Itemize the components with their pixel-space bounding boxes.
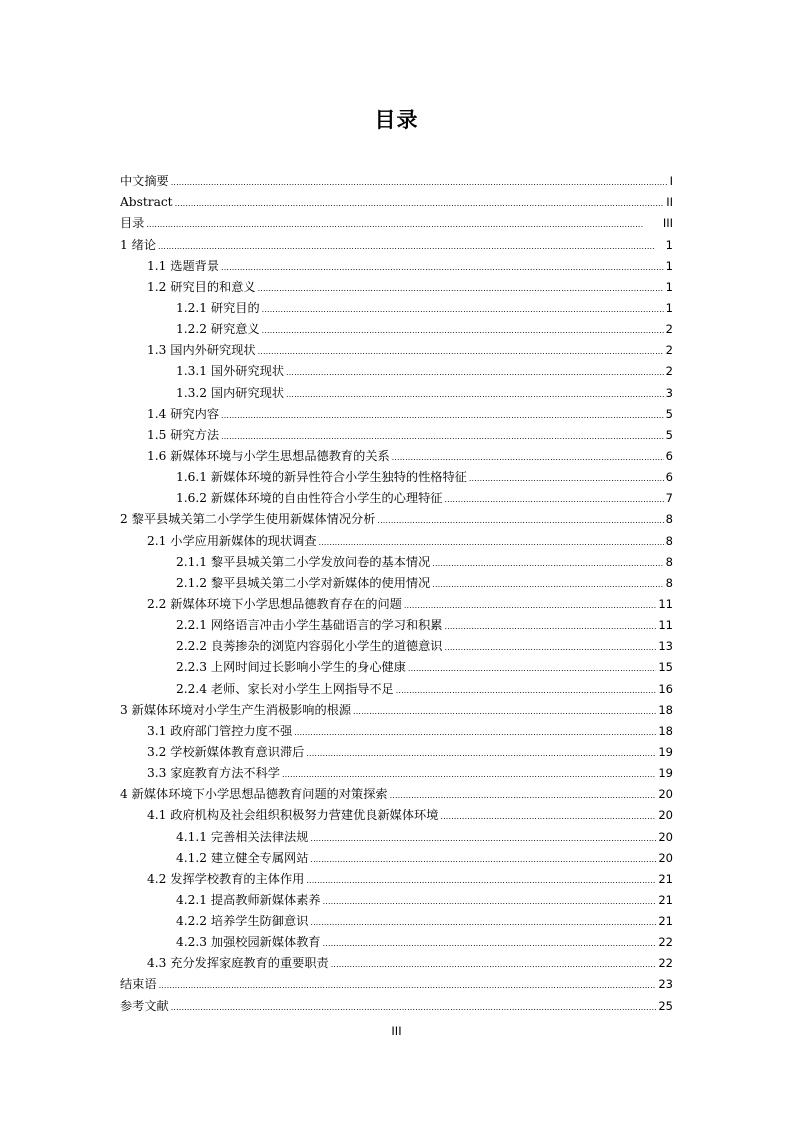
toc-entry xyxy=(120,253,673,274)
dot-leader xyxy=(158,238,664,253)
toc-entry-page: 7 xyxy=(665,491,673,506)
toc-entry xyxy=(120,654,673,675)
toc-entry-label: 4.2.3 加强校园新媒体教育 xyxy=(176,935,321,950)
toc-entry-label: 1.3 国内外研究现状 xyxy=(147,343,256,358)
toc-entry xyxy=(120,295,673,316)
toc-entry-label: 1 绪论 xyxy=(120,237,157,252)
dot-leader xyxy=(444,618,656,633)
dot-leader xyxy=(390,787,657,802)
dot-leader xyxy=(286,386,664,401)
toc-entry-label: 1.6 新媒体环境与小学生思想品德教育的关系 xyxy=(147,448,390,463)
toc-title: 目录 xyxy=(374,108,419,132)
toc-entry xyxy=(120,971,673,992)
toc-entry xyxy=(120,591,673,612)
toc-entry-page: 6 xyxy=(665,448,673,463)
toc-entry-page: 20 xyxy=(658,850,673,865)
toc-entry-page: 2 xyxy=(665,364,673,379)
toc-entry-page: 20 xyxy=(658,787,673,802)
dot-leader xyxy=(159,977,657,992)
dot-leader xyxy=(444,491,663,506)
dot-leader xyxy=(221,407,664,422)
dot-leader xyxy=(404,597,657,612)
toc-entry-page: 11 xyxy=(658,618,673,633)
toc-entry-label: 1.2.1 研究目的 xyxy=(176,300,260,315)
toc-entry-page: 23 xyxy=(658,977,673,992)
dot-leader xyxy=(258,343,664,358)
toc-entry-page: 16 xyxy=(658,681,673,696)
toc-entry xyxy=(120,760,673,781)
toc-entry-label: 2 黎平县城关第二小学学生使用新媒体情况分析 xyxy=(120,512,376,527)
table-of-contents xyxy=(120,168,673,1014)
toc-entry-page: 21 xyxy=(658,892,673,907)
toc-entry xyxy=(120,845,673,866)
dot-leader xyxy=(262,301,664,316)
toc-entry-label: 3.2 学校新媒体教育意识滞后 xyxy=(147,744,305,759)
toc-entry xyxy=(120,316,673,337)
toc-entry-label: 4.2 发挥学校教育的主体作用 xyxy=(147,871,305,886)
toc-entry-label: 2.2.3 上网时间过长影响小学生的身心健康 xyxy=(176,660,406,675)
dot-leader xyxy=(323,935,657,950)
toc-entry xyxy=(120,887,673,908)
toc-entry-page: I xyxy=(669,174,673,189)
toc-entry-page: 1 xyxy=(665,279,673,294)
dot-leader xyxy=(294,724,656,739)
toc-entry-page: 8 xyxy=(665,512,673,527)
toc-entry-page: 20 xyxy=(658,808,673,823)
toc-entry-page: 1 xyxy=(665,300,673,315)
toc-entry xyxy=(120,739,673,760)
page-number: III xyxy=(391,1024,402,1038)
toc-entry-label: 2.2 新媒体环境下小学思想品德教育存在的问题 xyxy=(147,596,402,611)
toc-entry-label: 1.2 研究目的和意义 xyxy=(147,279,256,294)
toc-entry xyxy=(120,189,673,210)
toc-entry xyxy=(120,464,673,485)
toc-entry-label: 1.3.2 国内研究现状 xyxy=(176,385,285,400)
toc-entry-page: 20 xyxy=(658,829,673,844)
toc-entry xyxy=(120,401,673,422)
dot-leader xyxy=(306,745,656,760)
toc-entry xyxy=(120,231,673,252)
toc-entry xyxy=(120,675,673,696)
dot-leader xyxy=(146,216,660,231)
toc-entry xyxy=(120,422,673,443)
toc-entry-page: 8 xyxy=(665,575,673,590)
dot-leader xyxy=(392,449,664,464)
toc-entry xyxy=(120,802,673,823)
toc-entry-page: II xyxy=(666,195,673,210)
toc-entry xyxy=(120,274,673,295)
toc-entry-page: 1 xyxy=(665,258,673,273)
toc-entry-page: 21 xyxy=(658,914,673,929)
toc-entry-page: 25 xyxy=(658,998,673,1013)
toc-entry-label: 1.2.2 研究意义 xyxy=(176,322,260,337)
toc-entry-page: 22 xyxy=(658,935,673,950)
toc-entry-label: 4.2.2 培养学生防御意识 xyxy=(176,914,309,929)
toc-entry-page: 1 xyxy=(665,237,673,252)
dot-leader xyxy=(262,322,664,337)
toc-entry-page: 15 xyxy=(658,660,673,675)
toc-entry-label: 3.3 家庭教育方法不科学 xyxy=(147,766,280,781)
toc-entry-page: 8 xyxy=(665,533,673,548)
toc-entry-page: 11 xyxy=(658,596,673,611)
dot-leader xyxy=(175,195,665,210)
dot-leader xyxy=(377,512,663,527)
toc-entry xyxy=(120,506,673,527)
toc-entry-page: 13 xyxy=(658,639,673,654)
dot-leader xyxy=(408,660,656,675)
toc-entry-page: 3 xyxy=(665,385,673,400)
toc-entry xyxy=(120,929,673,950)
toc-entry xyxy=(120,485,673,506)
toc-entry-label: 1.1 选题背景 xyxy=(147,258,220,273)
toc-entry-label: 目录 xyxy=(120,216,145,231)
dot-leader xyxy=(282,766,656,781)
toc-entry-page: 2 xyxy=(665,343,673,358)
dot-leader xyxy=(310,830,656,845)
toc-entry-label: 1.5 研究方法 xyxy=(147,427,220,442)
toc-entry xyxy=(120,781,673,802)
toc-entry-label: Abstract xyxy=(120,195,173,210)
dot-leader xyxy=(396,682,657,697)
dot-leader xyxy=(444,639,656,654)
toc-entry-label: 2.1 小学应用新媒体的现状调查 xyxy=(147,533,317,548)
toc-entry-page: 8 xyxy=(665,554,673,569)
dot-leader xyxy=(469,470,664,485)
toc-entry-label: 2.2.1 网络语言冲击小学生基础语言的学习和积累 xyxy=(176,618,443,633)
dot-leader xyxy=(440,808,656,823)
dot-leader xyxy=(306,872,656,887)
toc-entry-label: 4.1 政府机构及社会组织积极努力营建优良新媒体环境 xyxy=(147,808,439,823)
toc-entry xyxy=(120,823,673,844)
toc-entry-label: 结束语 xyxy=(120,977,157,992)
dot-leader xyxy=(353,703,656,718)
toc-entry xyxy=(120,379,673,400)
dot-leader xyxy=(323,893,657,908)
toc-entry-page: 18 xyxy=(658,702,673,717)
toc-entry-page: 19 xyxy=(658,766,673,781)
toc-entry xyxy=(120,168,673,189)
toc-entry xyxy=(120,866,673,887)
toc-entry-label: 2.2.2 良莠掺杂的浏览内容弱化小学生的道德意识 xyxy=(176,639,443,654)
dot-leader xyxy=(432,555,663,570)
toc-entry-page: 5 xyxy=(665,427,673,442)
toc-entry xyxy=(120,549,673,570)
dot-leader xyxy=(331,956,657,971)
dot-leader xyxy=(258,280,664,295)
toc-entry-page: III xyxy=(662,216,673,231)
toc-entry-label: 4.1.2 建立健全专属网站 xyxy=(176,850,309,865)
dot-leader xyxy=(171,174,668,189)
toc-entry-page: 21 xyxy=(658,871,673,886)
toc-entry-label: 4.2.1 提高教师新媒体素养 xyxy=(176,892,321,907)
dot-leader xyxy=(221,428,664,443)
toc-entry xyxy=(120,697,673,718)
dot-leader xyxy=(310,914,656,929)
toc-entry-label: 4 新媒体环境下小学思想品德教育问题的对策探索 xyxy=(120,787,388,802)
toc-entry-label: 3.1 政府部门管控力度不强 xyxy=(147,723,293,738)
dot-leader xyxy=(310,851,656,866)
toc-entry xyxy=(120,570,673,591)
toc-entry-page: 5 xyxy=(665,406,673,421)
toc-entry-label: 4.1.1 完善相关法律法规 xyxy=(176,829,309,844)
toc-entry-label: 1.6.2 新媒体环境的自由性符合小学生的心理特征 xyxy=(176,491,443,506)
dot-leader xyxy=(221,259,664,274)
toc-entry xyxy=(120,443,673,464)
toc-entry-page: 18 xyxy=(658,723,673,738)
toc-entry-label: 1.3.1 国外研究现状 xyxy=(176,364,285,379)
toc-entry xyxy=(120,210,673,231)
toc-entry-label: 4.3 充分发挥家庭教育的重要职责 xyxy=(147,956,329,971)
dot-leader xyxy=(432,576,663,591)
toc-entry xyxy=(120,527,673,548)
toc-entry-label: 3 新媒体环境对小学生产生消极影响的根源 xyxy=(120,702,352,717)
toc-entry-label: 1.4 研究内容 xyxy=(147,406,220,421)
toc-entry-page: 6 xyxy=(665,470,673,485)
toc-entry-label: 2.1.2 黎平县城关第二小学对新媒体的使用情况 xyxy=(176,575,431,590)
toc-entry-page: 2 xyxy=(665,322,673,337)
toc-entry xyxy=(120,950,673,971)
toc-entry-label: 中文摘要 xyxy=(120,174,169,189)
dot-leader xyxy=(319,534,664,549)
toc-entry-label: 2.1.1 黎平县城关第二小学发放问卷的基本情况 xyxy=(176,554,431,569)
toc-entry xyxy=(120,633,673,654)
toc-entry xyxy=(120,908,673,929)
toc-entry xyxy=(120,992,673,1013)
toc-entry-page: 22 xyxy=(658,956,673,971)
toc-entry-label: 参考文献 xyxy=(120,998,169,1013)
dot-leader xyxy=(171,999,657,1014)
toc-entry-label: 1.6.1 新媒体环境的新异性符合小学生独特的性格特征 xyxy=(176,470,467,485)
toc-entry xyxy=(120,358,673,379)
toc-entry xyxy=(120,337,673,358)
toc-entry xyxy=(120,612,673,633)
dot-leader xyxy=(286,364,664,379)
toc-entry-label: 2.2.4 老师、家长对小学生上网指导不足 xyxy=(176,681,394,696)
toc-entry-page: 19 xyxy=(658,744,673,759)
toc-entry xyxy=(120,718,673,739)
